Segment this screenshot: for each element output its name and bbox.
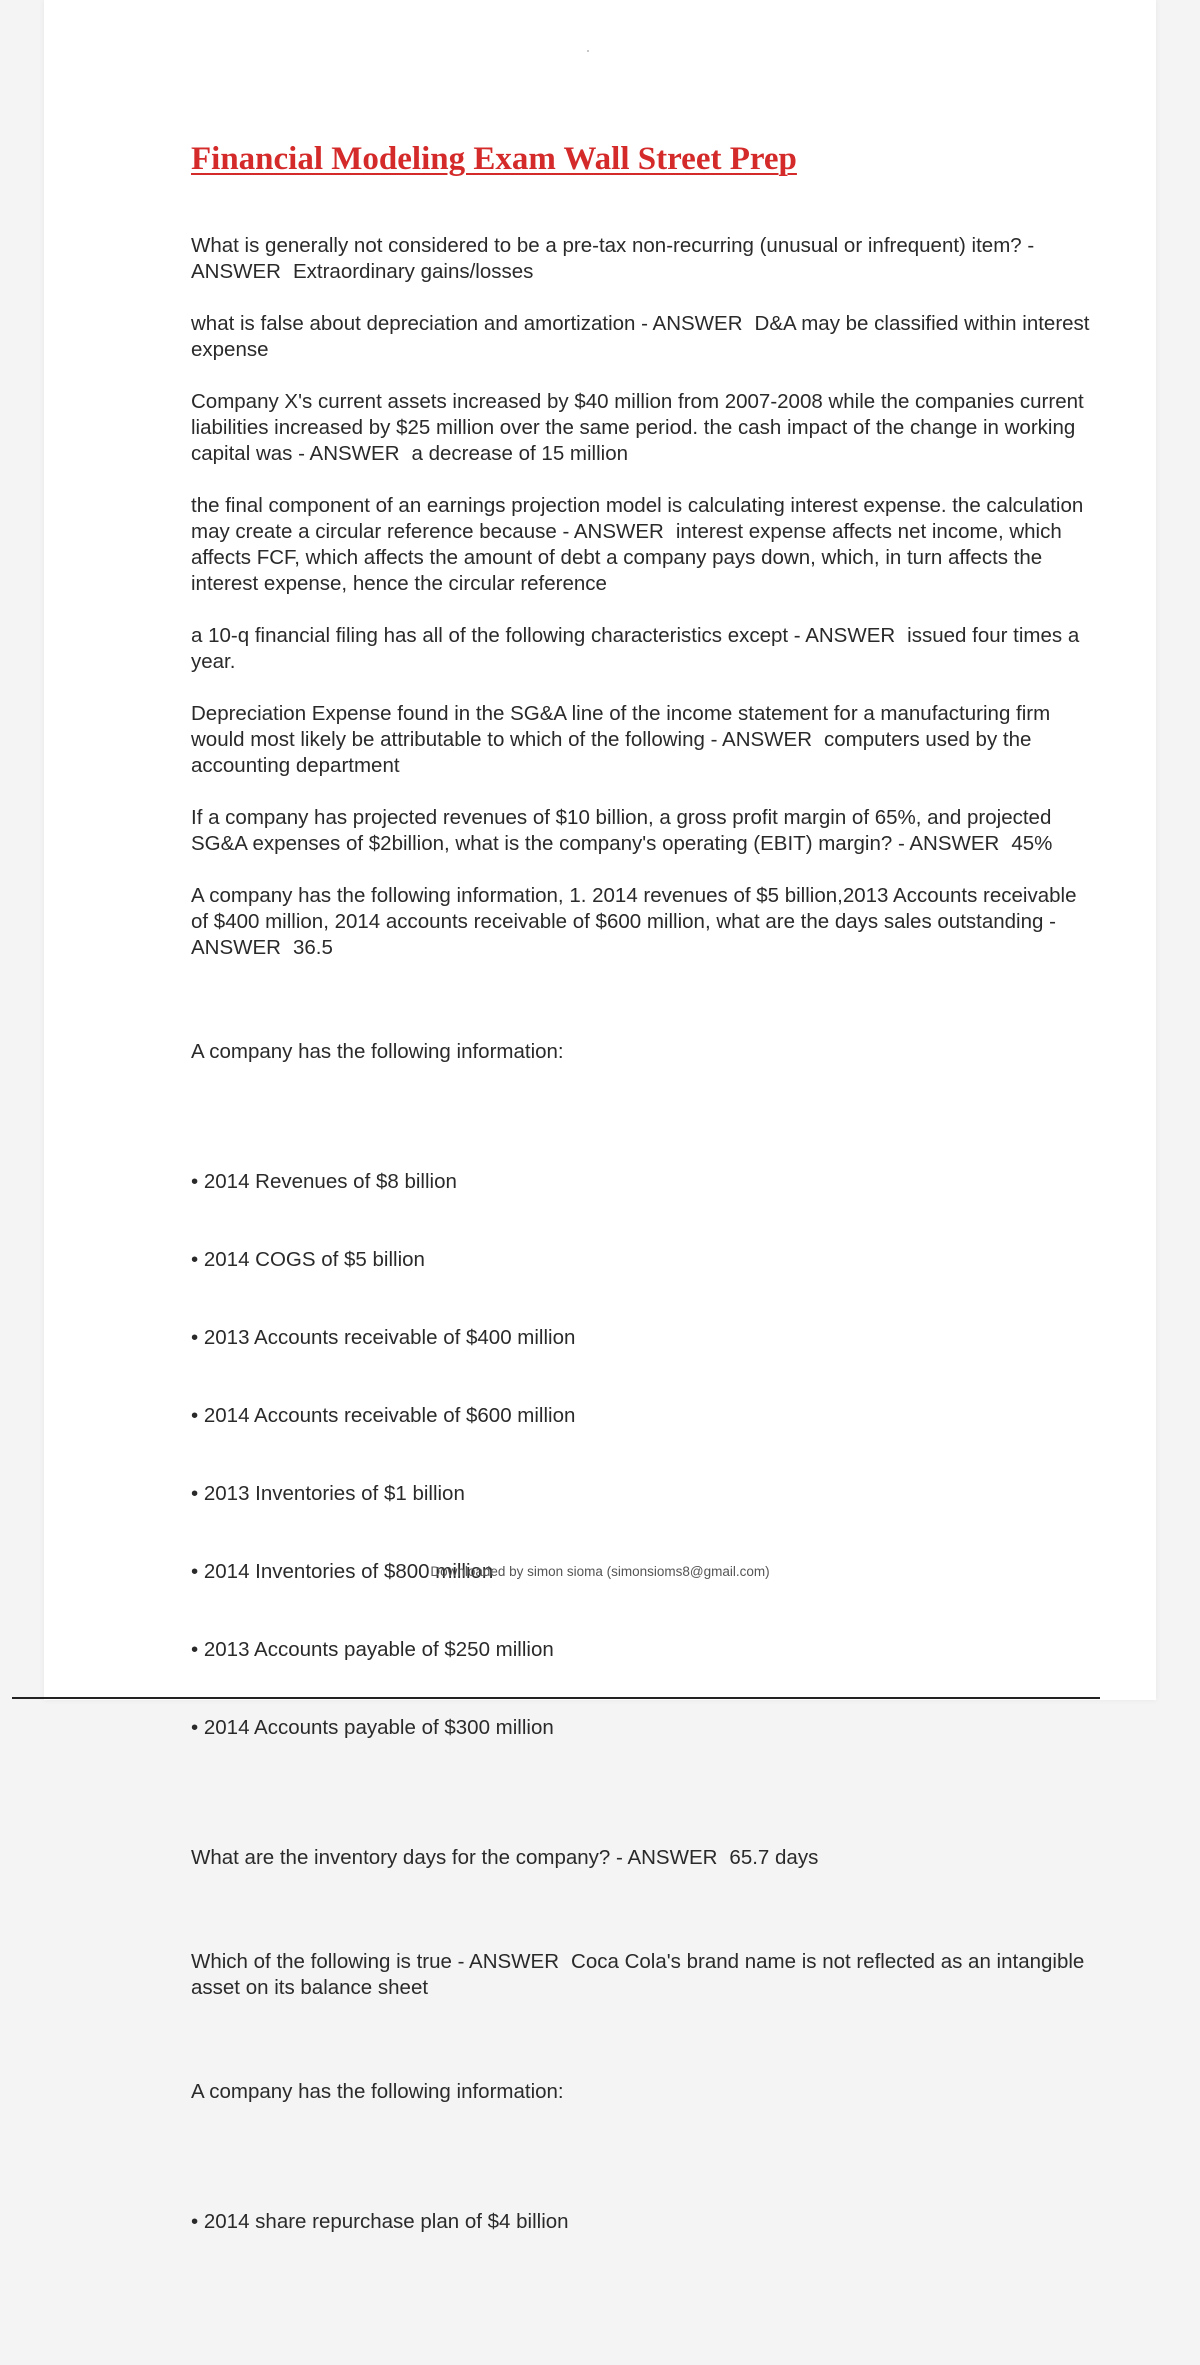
- info-bullet: • 2014 Accounts receivable of $600 million: [191, 1403, 1091, 1429]
- document-page: [44, 0, 1156, 2233]
- page-mark: [587, 50, 589, 52]
- question-text: Which of the following is true: [191, 1950, 452, 1973]
- download-footer: Downloaded by simon sioma (simonsioms8@gmail.com): [430, 1564, 770, 1579]
- question-text: the final component of an earnings projection model is calculating interest expense. the calculation may create a circular reference because: [191, 494, 1089, 543]
- answer-label: - ANSWER: [562, 520, 664, 543]
- question-text: a 10-q financial filing has all of the following characteristics except: [191, 624, 789, 647]
- answer-text: Extraordinary gains/losses: [292, 260, 534, 283]
- info-intro: A company has the following information:: [191, 2080, 564, 2103]
- info-bullet: • 2014 Revenues of $8 billion: [191, 1169, 1091, 1195]
- info-bullet: • 2014 share repurchase plan of $4 billion: [191, 2209, 1091, 2235]
- info-bullet: • 2013 Accounts receivable of $400 million: [191, 1325, 1091, 1351]
- question-text: what is false about depreciation and amortization: [191, 312, 636, 335]
- answer-label: - ANSWER: [457, 1950, 560, 1973]
- qa-item: [191, 623, 1091, 675]
- qa-item: [191, 233, 1091, 285]
- qa-item: [191, 805, 1091, 857]
- document-title: Financial Modeling Exam Wall Street Prep: [191, 141, 797, 177]
- answer-label: - ANSWER: [710, 728, 812, 751]
- question-text: What are the inventory days for the company?: [191, 1846, 611, 1869]
- answer-text: D&A may be classified within interest expense: [191, 312, 1096, 361]
- qa-item: [191, 311, 1096, 363]
- info-bullet: • 2014 Accounts payable of $300 million: [191, 1715, 1091, 1741]
- qa-item: [191, 389, 1091, 467]
- qa-item: [191, 883, 1091, 961]
- answer-text: 45%: [1011, 832, 1053, 855]
- answer-text: issued four times a year.: [191, 624, 1085, 673]
- qa-list: [191, 233, 1096, 2365]
- question-text: What is generally not considered to be a pre-tax non-recurring (unusual or infrequent) item?: [191, 234, 1022, 257]
- question-text: Depreciation Expense found in the SG&A line of the income statement for a manufacturing firm would most likely be attributable to which of the following: [191, 702, 1056, 751]
- info-bullet-list: [191, 1117, 1091, 1793]
- answer-text: 36.5: [292, 936, 333, 959]
- answer-label: - ANSWER: [191, 234, 1039, 283]
- answer-text: interest expense affects net income, which affects FCF, which affects the amount of debt a company pays down, which, in turn affects the interest expense, hence the circular reference: [191, 520, 1068, 595]
- answer-text: a decrease of 15 million: [411, 442, 629, 465]
- answer-text: 65.7 days: [729, 1846, 819, 1869]
- page-bottom-rule: [12, 1697, 1100, 1699]
- answer-label: - ANSWER: [616, 1846, 718, 1869]
- answer-label: - ANSWER: [641, 312, 743, 335]
- info-bullet: • 2014 Inventories of $800 million: [191, 1559, 1091, 1585]
- question-text: If a company has projected revenues of $10 billion, a gross profit margin of 65%, and projected SG&A expenses of $2billion, what is the company's operating (EBIT) margin?: [191, 806, 1058, 855]
- qa-item: [191, 2027, 1091, 2339]
- question-text: Company X's current assets increased by $40 million from 2007-2008 while the companies current liabilities increased by $25 million over the same period. the cash impact of the change in working capital was: [191, 390, 1090, 465]
- qa-item: [191, 701, 1091, 779]
- info-bullet: • 2013 Inventories of $1 billion: [191, 1481, 1091, 1507]
- info-bullet-list: [191, 2157, 1091, 2287]
- info-bullet: • 2014 COGS of $5 billion: [191, 1247, 1091, 1273]
- question-text: A company has the following information, 1. 2014 revenues of $5 billion,2013 Accounts receivable of $400 million, 2014 accounts receivable of $600 million, what are the days sales outstanding: [191, 884, 1083, 933]
- answer-label: - ANSWER: [897, 832, 1000, 855]
- answer-text: computers used by the accounting department: [191, 728, 1038, 777]
- info-intro: A company has the following information:: [191, 1040, 564, 1063]
- qa-item: [191, 493, 1091, 597]
- answer-text: Coca Cola's brand name is not reflected as an intangible asset on its balance sheet: [191, 1950, 1091, 1999]
- answer-label: - ANSWER: [793, 624, 896, 647]
- qa-item: [191, 1949, 1091, 2001]
- qa-item: [191, 987, 1091, 1923]
- answer-label: - ANSWER: [298, 442, 400, 465]
- info-bullet: • 2013 Accounts payable of $250 million: [191, 1637, 1091, 1663]
- answer-label: - ANSWER: [191, 910, 1061, 959]
